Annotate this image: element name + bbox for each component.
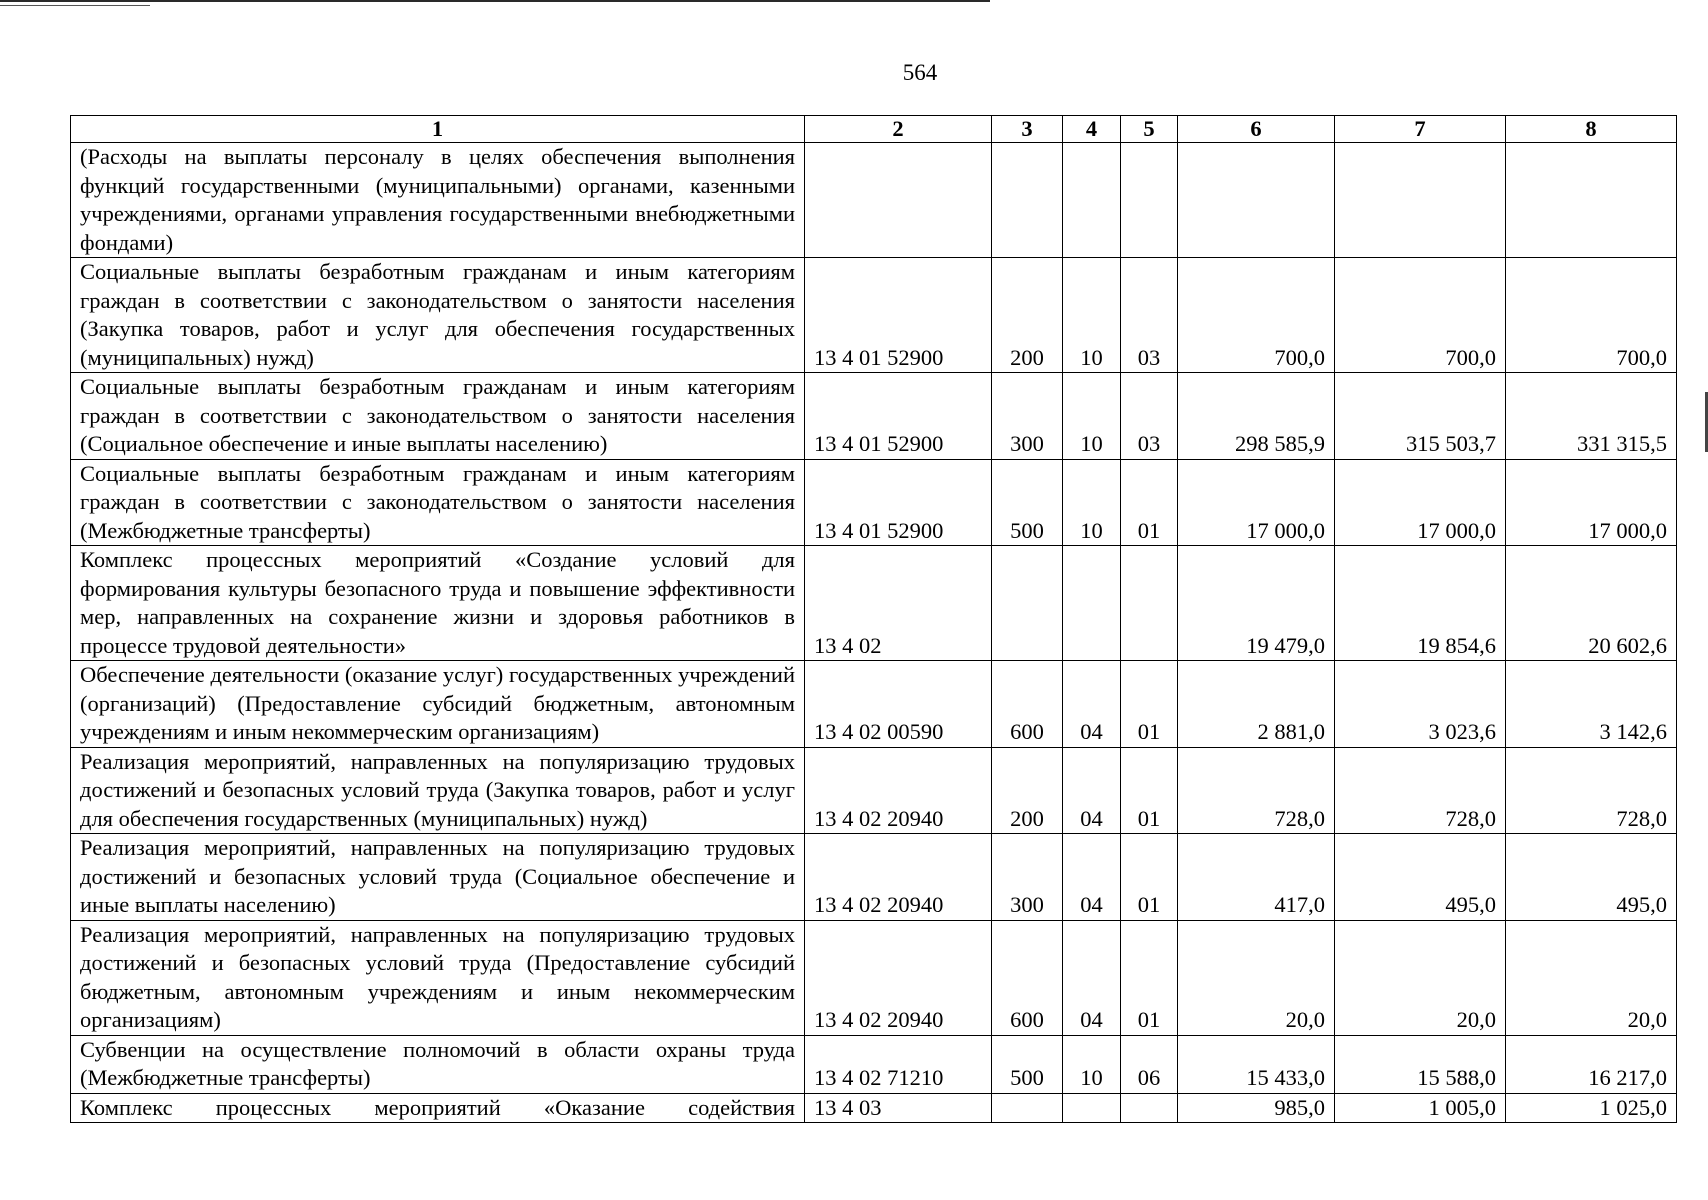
row-description: Социальные выплаты безработным гражданам и иным категориям граждан в соответствии с законодательством о занятости населения (Социальное обеспечение и иные выплаты населению) — [71, 373, 805, 460]
row-subsection: 06 — [1121, 1035, 1178, 1093]
header-cell: 2 — [805, 116, 992, 143]
table-row — [71, 258, 1677, 373]
row-subsection: 01 — [1121, 747, 1178, 834]
row-section: 10 — [1063, 1035, 1121, 1093]
row-amount-col6: 17 000,0 — [1178, 459, 1335, 546]
row-target-code: 13 4 01 52900 — [805, 258, 992, 373]
row-expense-type: 300 — [992, 834, 1063, 921]
row-target-code: 13 4 02 20940 — [805, 747, 992, 834]
table-row — [71, 1035, 1677, 1093]
table-row — [71, 1093, 1677, 1123]
row-target-code — [805, 143, 992, 258]
row-description: Реализация мероприятий, направленных на популяризацию трудовых достижений и безопасных условий труда (Предоставление субсидий бюджетным, автономным учреждениям и иным некоммерческим организациям) — [71, 920, 805, 1035]
scan-edge-line-secondary — [0, 5, 150, 6]
row-amount-col7: 3 023,6 — [1335, 661, 1506, 748]
row-section: 04 — [1063, 834, 1121, 921]
row-amount-col8: 16 217,0 — [1506, 1035, 1677, 1093]
row-amount-col6 — [1178, 143, 1335, 258]
row-subsection: 01 — [1121, 661, 1178, 748]
header-cell: 7 — [1335, 116, 1506, 143]
scan-edge-line — [0, 0, 990, 2]
row-amount-col8: 20,0 — [1506, 920, 1677, 1035]
table-row — [71, 920, 1677, 1035]
row-description: (Расходы на выплаты персоналу в целях обеспечения выполнения функций государственными (муниципальными) органами, казенными учреждениями, органами управления государственными внебюджетными фондами) — [71, 143, 805, 258]
row-section: 10 — [1063, 459, 1121, 546]
row-amount-col8: 331 315,5 — [1506, 373, 1677, 460]
table-row — [71, 546, 1677, 661]
row-target-code: 13 4 01 52900 — [805, 373, 992, 460]
row-amount-col8: 728,0 — [1506, 747, 1677, 834]
table-row — [71, 834, 1677, 921]
row-amount-col7: 20,0 — [1335, 920, 1506, 1035]
row-amount-col7: 495,0 — [1335, 834, 1506, 921]
row-amount-col6: 728,0 — [1178, 747, 1335, 834]
row-amount-col7: 19 854,6 — [1335, 546, 1506, 661]
row-amount-col8 — [1506, 143, 1677, 258]
row-amount-col6: 298 585,9 — [1178, 373, 1335, 460]
row-section: 04 — [1063, 661, 1121, 748]
row-expense-type — [992, 1093, 1063, 1123]
row-description: Комплекс процессных мероприятий «Оказание содействия — [71, 1093, 805, 1123]
row-subsection — [1121, 1093, 1178, 1123]
table-row — [71, 661, 1677, 748]
table-header-row — [71, 116, 1677, 143]
row-amount-col8: 1 025,0 — [1506, 1093, 1677, 1123]
row-expense-type: 600 — [992, 661, 1063, 748]
row-section: 10 — [1063, 258, 1121, 373]
row-expense-type: 500 — [992, 459, 1063, 546]
row-subsection: 01 — [1121, 459, 1178, 546]
row-description: Комплекс процессных мероприятий «Создание условий для формирования культуры безопасного труда и повышение эффективности мер, направленных на сохранение жизни и здоровья работников в процессе трудовой деятельности» — [71, 546, 805, 661]
row-amount-col7: 700,0 — [1335, 258, 1506, 373]
header-cell: 5 — [1121, 116, 1178, 143]
row-amount-col7: 315 503,7 — [1335, 373, 1506, 460]
table-row — [71, 459, 1677, 546]
row-target-code: 13 4 02 — [805, 546, 992, 661]
row-description: Обеспечение деятельности (оказание услуг) государственных учреждений (организаций) (Предоставление субсидий бюджетным, автономным учреждениям и иным некоммерческим организациям) — [71, 661, 805, 748]
row-expense-type: 200 — [992, 258, 1063, 373]
row-amount-col8: 20 602,6 — [1506, 546, 1677, 661]
row-description: Реализация мероприятий, направленных на популяризацию трудовых достижений и безопасных условий труда (Социальное обеспечение и иные выплаты населению) — [71, 834, 805, 921]
row-expense-type: 500 — [992, 1035, 1063, 1093]
row-subsection — [1121, 546, 1178, 661]
header-cell: 3 — [992, 116, 1063, 143]
row-amount-col6: 20,0 — [1178, 920, 1335, 1035]
row-amount-col7: 15 588,0 — [1335, 1035, 1506, 1093]
row-amount-col6: 19 479,0 — [1178, 546, 1335, 661]
row-section: 04 — [1063, 920, 1121, 1035]
row-expense-type: 300 — [992, 373, 1063, 460]
row-expense-type: 200 — [992, 747, 1063, 834]
row-subsection: 01 — [1121, 920, 1178, 1035]
row-amount-col6: 985,0 — [1178, 1093, 1335, 1123]
budget-table — [70, 115, 1677, 1123]
row-amount-col8: 495,0 — [1506, 834, 1677, 921]
page-number: 564 — [902, 60, 938, 85]
row-expense-type — [992, 546, 1063, 661]
row-target-code: 13 4 02 20940 — [805, 920, 992, 1035]
row-target-code: 13 4 03 — [805, 1093, 992, 1123]
row-amount-col6: 15 433,0 — [1178, 1035, 1335, 1093]
header-cell: 6 — [1178, 116, 1335, 143]
header-cell: 4 — [1063, 116, 1121, 143]
row-amount-col7: 17 000,0 — [1335, 459, 1506, 546]
table-row — [71, 747, 1677, 834]
header-cell: 8 — [1506, 116, 1677, 143]
row-subsection: 03 — [1121, 373, 1178, 460]
row-amount-col8: 17 000,0 — [1506, 459, 1677, 546]
row-amount-col6: 700,0 — [1178, 258, 1335, 373]
row-description: Реализация мероприятий, направленных на популяризацию трудовых достижений и безопасных условий труда (Закупка товаров, работ и услуг для обеспечения государственных (муниципальных) нужд) — [71, 747, 805, 834]
row-target-code: 13 4 02 20940 — [805, 834, 992, 921]
row-amount-col8: 3 142,6 — [1506, 661, 1677, 748]
row-subsection: 03 — [1121, 258, 1178, 373]
header-cell: 1 — [71, 116, 805, 143]
row-amount-col6: 417,0 — [1178, 834, 1335, 921]
table-row — [71, 143, 1677, 258]
row-amount-col8: 700,0 — [1506, 258, 1677, 373]
row-description: Социальные выплаты безработным гражданам и иным категориям граждан в соответствии с законодательством о занятости населения (Межбюджетные трансферты) — [71, 459, 805, 546]
row-target-code: 13 4 01 52900 — [805, 459, 992, 546]
row-section — [1063, 143, 1121, 258]
row-section: 04 — [1063, 747, 1121, 834]
table-row — [71, 373, 1677, 460]
row-subsection — [1121, 143, 1178, 258]
row-target-code: 13 4 02 71210 — [805, 1035, 992, 1093]
row-amount-col6: 2 881,0 — [1178, 661, 1335, 748]
row-description: Социальные выплаты безработным гражданам и иным категориям граждан в соответствии с законодательством о занятости населения (Закупка товаров, работ и услуг для обеспечения государственных (муниципальных) нужд) — [71, 258, 805, 373]
row-section — [1063, 1093, 1121, 1123]
row-section — [1063, 546, 1121, 661]
row-expense-type — [992, 143, 1063, 258]
row-target-code: 13 4 02 00590 — [805, 661, 992, 748]
row-section: 10 — [1063, 373, 1121, 460]
row-subsection: 01 — [1121, 834, 1178, 921]
row-amount-col7: 728,0 — [1335, 747, 1506, 834]
row-amount-col7: 1 005,0 — [1335, 1093, 1506, 1123]
row-expense-type: 600 — [992, 920, 1063, 1035]
row-description: Субвенции на осуществление полномочий в области охраны труда (Межбюджетные трансферты) — [71, 1035, 805, 1093]
row-amount-col7 — [1335, 143, 1506, 258]
